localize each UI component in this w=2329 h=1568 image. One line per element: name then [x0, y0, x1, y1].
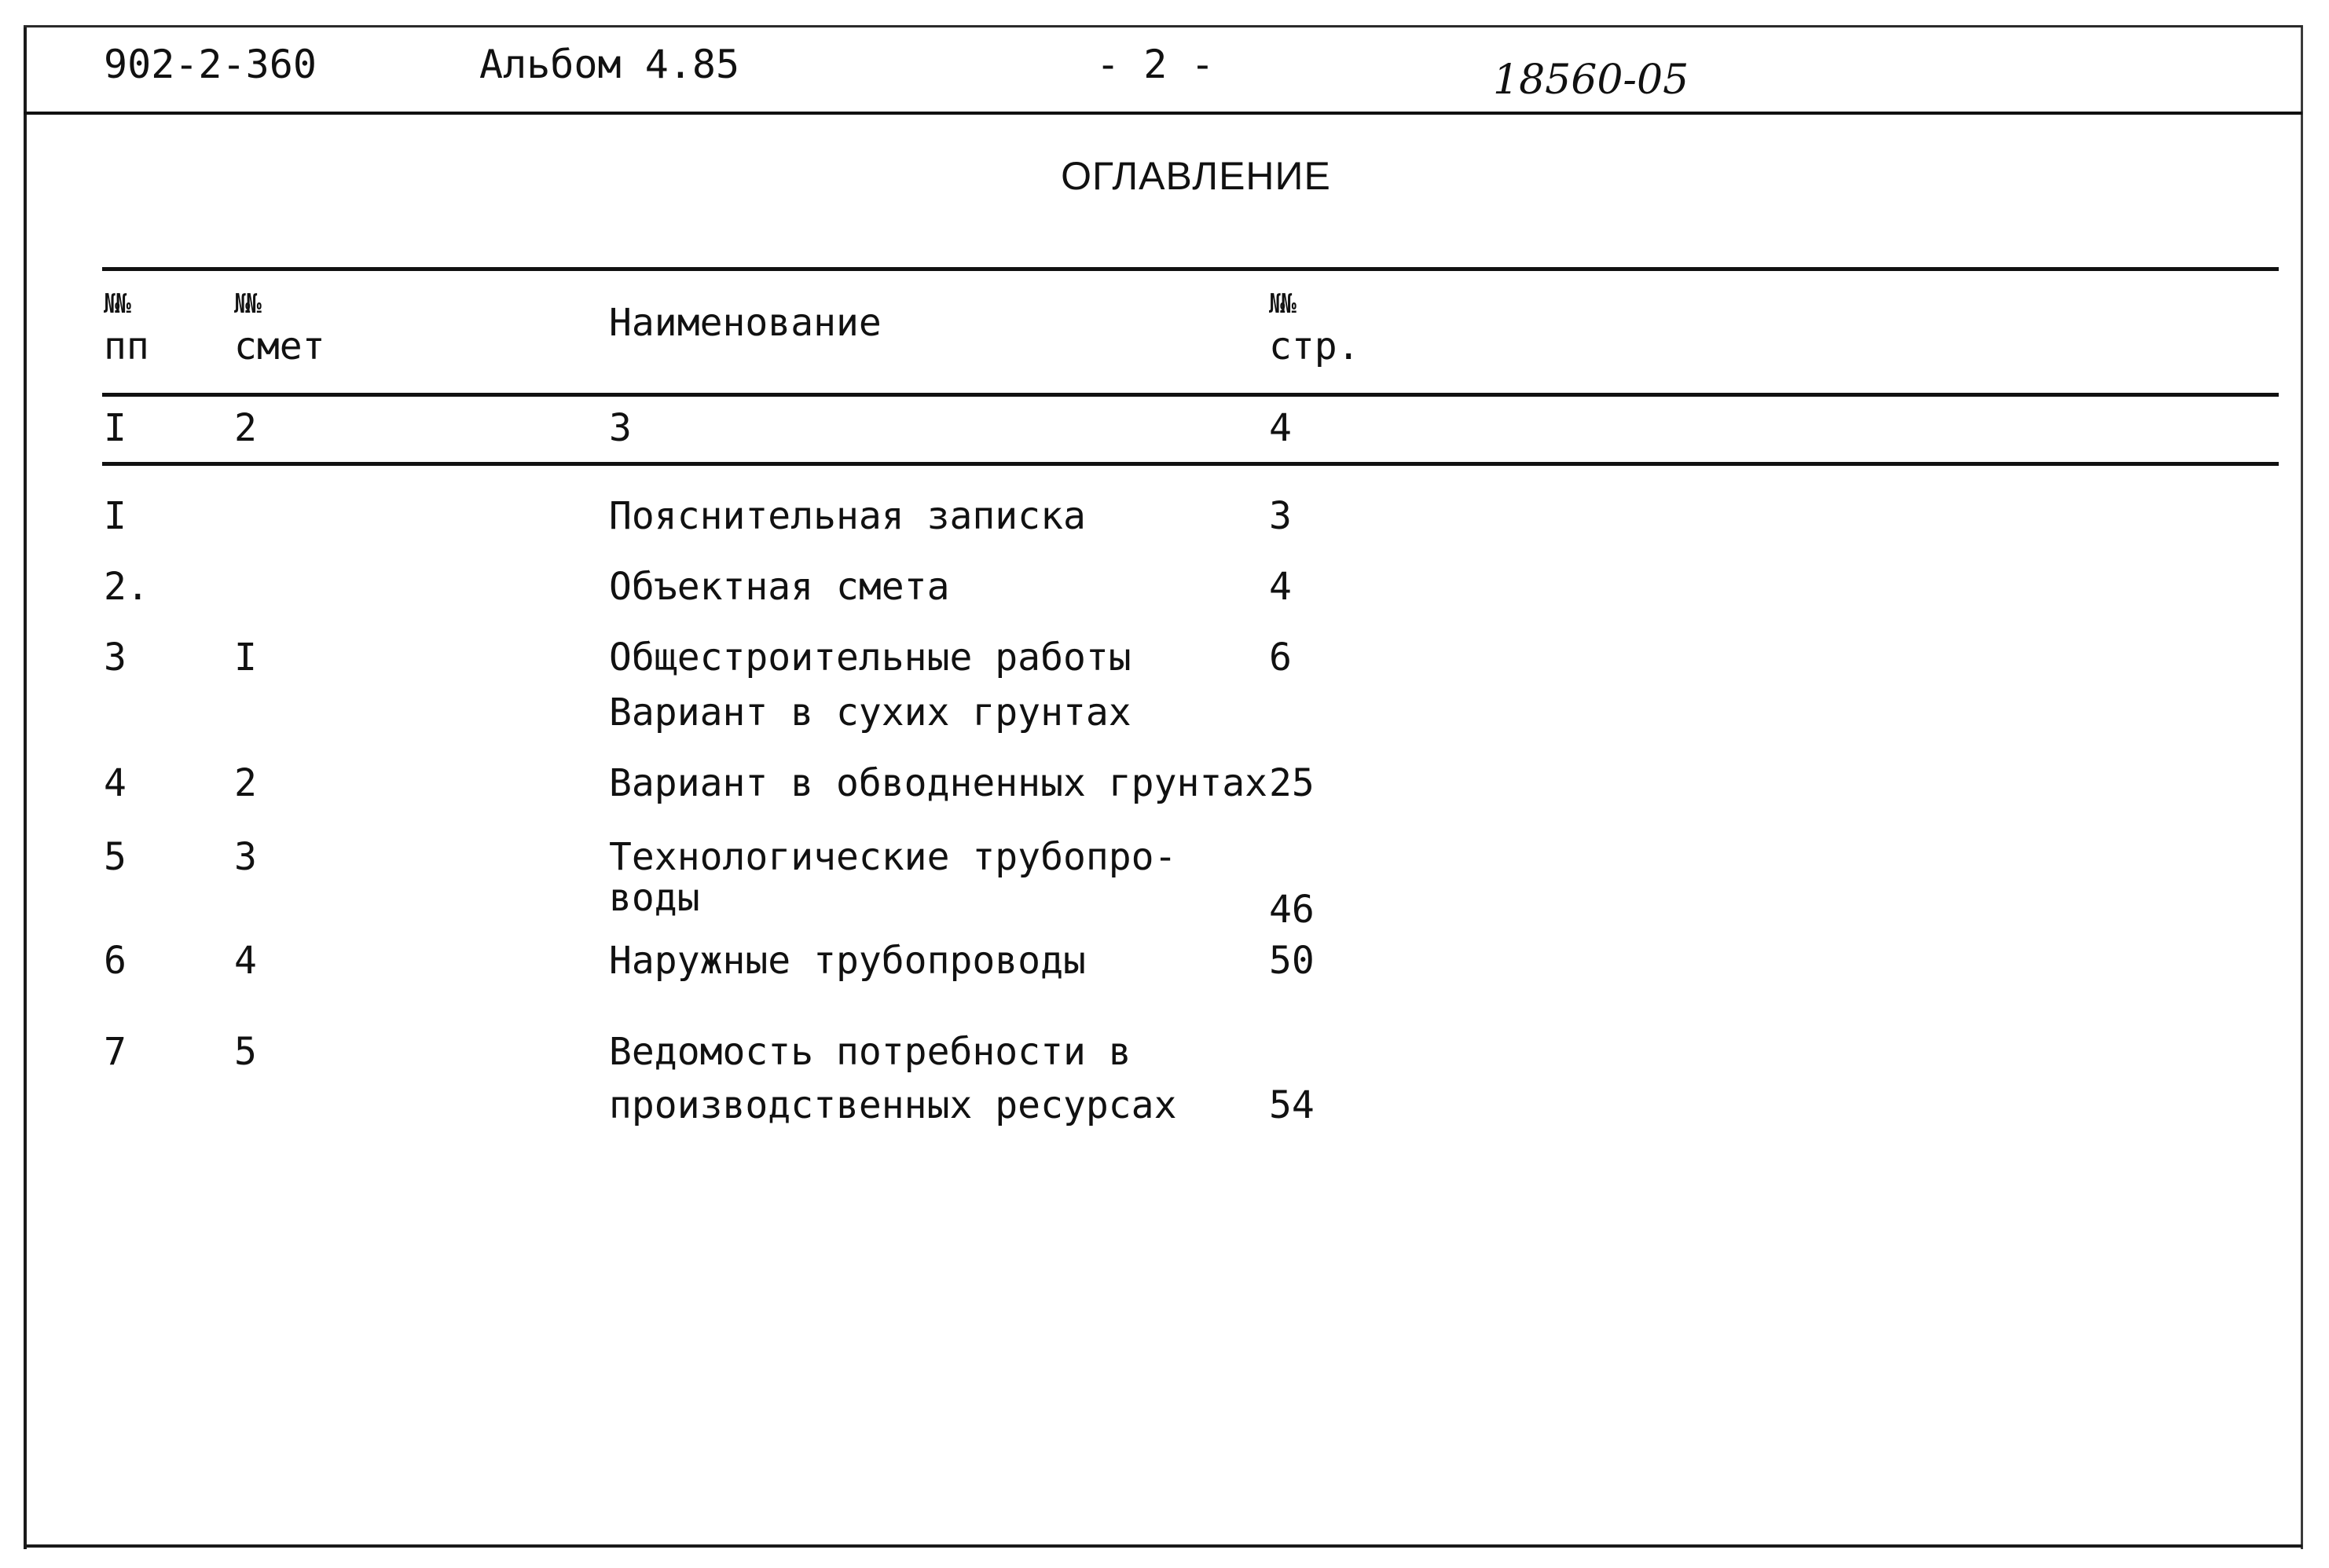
- frame-right-border: [2301, 25, 2303, 1549]
- page-title-text: ОГЛАВЛЕНИЕ: [1061, 154, 1331, 198]
- frame-top-border: [24, 25, 2302, 27]
- frame-left-border: [24, 25, 27, 1549]
- table-top-rule: [102, 267, 2279, 271]
- row-item-number: 2.: [104, 565, 149, 609]
- row-item-name: Технологические трубопро-: [609, 835, 1177, 879]
- column-header-mark: №№: [104, 288, 127, 320]
- row-item-page: 25: [1269, 761, 1315, 805]
- column-number: I: [104, 406, 127, 450]
- row-item-name: Общестроительные работы: [609, 636, 1131, 680]
- table-numbers-rule: [102, 462, 2279, 466]
- row-item-name-continued: производственных ресурсах: [609, 1083, 1177, 1127]
- column-header-mark: №№: [1269, 288, 1292, 320]
- row-item-estimate: 3: [234, 835, 257, 879]
- row-item-name-continued: Вариант в сухих грунтах: [609, 691, 1131, 735]
- archive-number: 18560-05: [1493, 57, 1689, 104]
- frame-bottom-border: [24, 1544, 2302, 1548]
- column-number: 2: [234, 406, 257, 450]
- column-header-label: стр.: [1269, 324, 1360, 368]
- row-item-page: 46: [1269, 888, 1315, 932]
- column-number: 3: [609, 406, 632, 450]
- column-header-page: [1269, 283, 1360, 368]
- row-item-number: 4: [104, 761, 127, 805]
- column-header-item-number: [104, 283, 149, 368]
- page-number: - 2 -: [1096, 42, 1215, 87]
- row-item-page: 4: [1269, 565, 1292, 609]
- table-header-rule: [102, 393, 2279, 397]
- header-divider: [24, 112, 2302, 115]
- row-item-name: Ведомость потребности в: [609, 1030, 1131, 1074]
- row-item-number: 7: [104, 1030, 127, 1074]
- row-item-number: 6: [104, 939, 127, 983]
- row-item-name: Вариант в обводненных грунтах: [609, 761, 1268, 805]
- row-item-page: 50: [1269, 939, 1315, 983]
- row-item-estimate: 2: [234, 761, 257, 805]
- column-number: 4: [1269, 406, 1292, 450]
- column-header-label: смет: [234, 324, 325, 368]
- document-code: 902-2-360: [104, 42, 317, 87]
- row-item-page: 54: [1269, 1083, 1315, 1127]
- row-item-estimate: 4: [234, 939, 257, 983]
- album-number: Альбом 4.85: [479, 42, 740, 87]
- row-item-number: I: [104, 494, 127, 538]
- row-item-estimate: 5: [234, 1030, 257, 1074]
- column-header-label: Наименование: [609, 301, 882, 345]
- column-header-estimate-number: [234, 283, 325, 368]
- column-header-mark: №№: [234, 288, 257, 320]
- column-header-name: [609, 297, 882, 349]
- row-item-name-continued: воды: [609, 876, 700, 920]
- row-item-name: Пояснительная записка: [609, 494, 1086, 538]
- row-item-page: 6: [1269, 636, 1292, 680]
- row-item-number: 5: [104, 835, 127, 879]
- column-header-label: пп: [104, 324, 149, 368]
- row-item-name: Наружные трубопроводы: [609, 939, 1086, 983]
- row-item-number: 3: [104, 636, 127, 680]
- row-item-page: 3: [1269, 494, 1292, 538]
- row-item-estimate: I: [234, 636, 257, 680]
- row-item-name: Объектная смета: [609, 565, 950, 609]
- page-title: [0, 153, 2329, 199]
